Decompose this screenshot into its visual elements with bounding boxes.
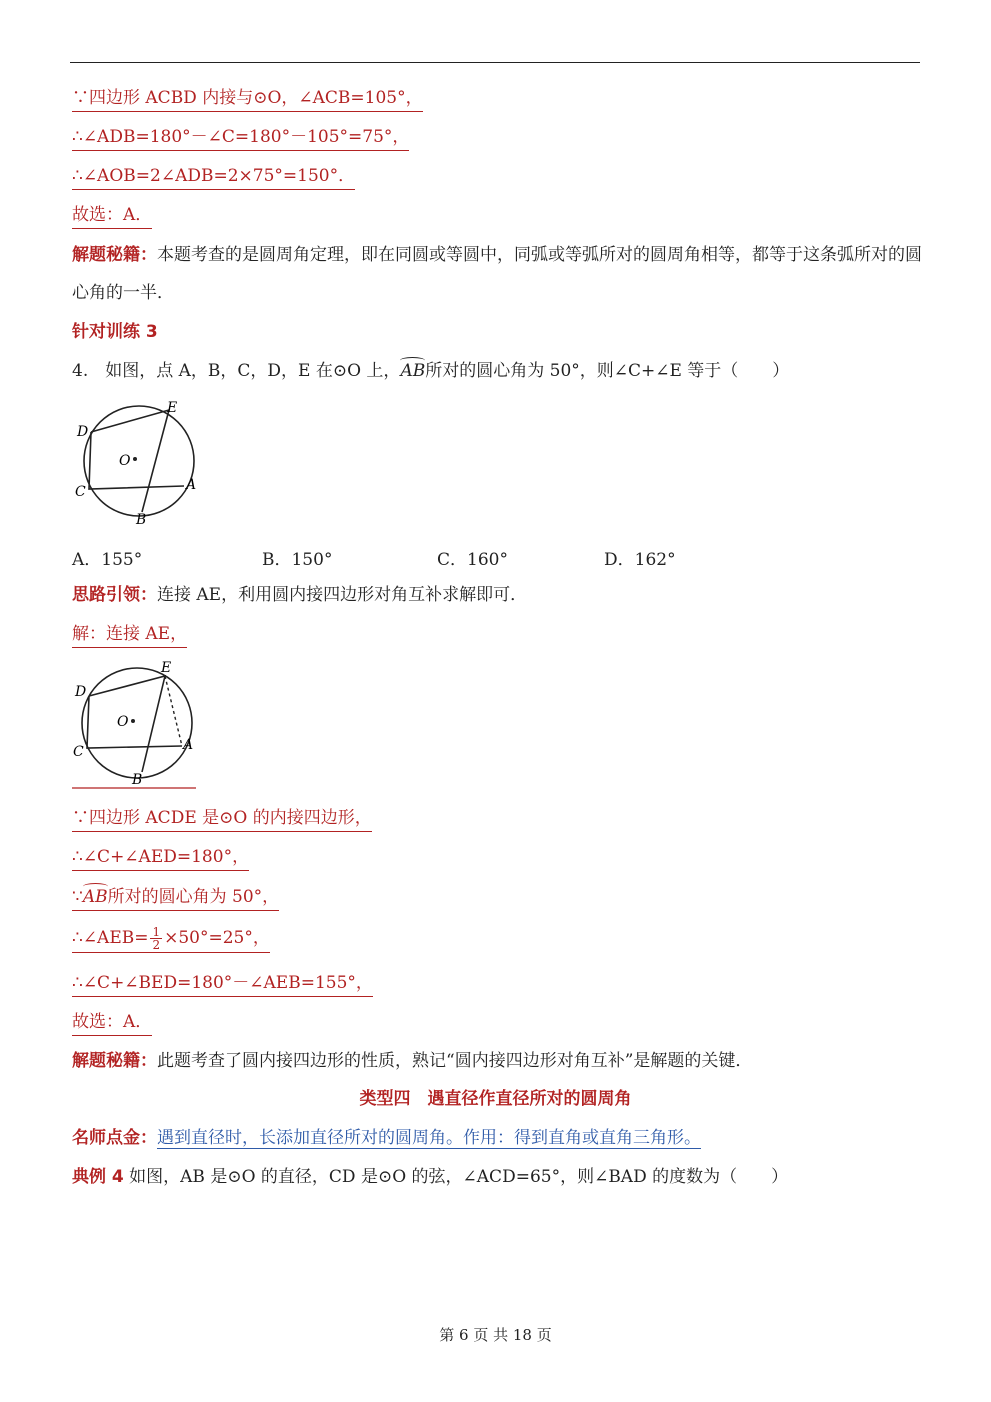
solution-step-5: ∴∠C+∠BED=180°－∠AEB=155°， bbox=[72, 971, 373, 997]
option-c: C．160° bbox=[437, 550, 508, 570]
tip-paragraph-1 bbox=[72, 236, 922, 312]
solution-line-3: ∴∠AOB=2∠ADB=2×75°=150°． bbox=[72, 164, 355, 190]
option-d: D．162° bbox=[604, 550, 676, 570]
hint-text: 连接 AE，利用圆内接四边形对角互补求解即可． bbox=[157, 585, 528, 605]
example-label: 典例 4 bbox=[72, 1167, 124, 1187]
example-4 bbox=[72, 1165, 788, 1189]
label-o-2: O bbox=[117, 714, 129, 730]
solution-step-4: ∴∠AEB= $\frac{1}{2}$ ×50°=25°， bbox=[72, 925, 270, 952]
label-d-2: D bbox=[75, 684, 87, 700]
hint-line bbox=[72, 583, 527, 607]
option-b: B．150° bbox=[262, 550, 333, 570]
solution-line-1: ∵四边形 ACBD 内接与⊙O，∠ACB=105°， bbox=[72, 86, 423, 112]
hint-label: 思路引领： bbox=[72, 585, 157, 605]
label-b-2: B bbox=[132, 772, 143, 788]
solution-figure bbox=[72, 656, 202, 790]
section-title: 针对训练 3 bbox=[72, 322, 158, 342]
label-c: C bbox=[75, 484, 86, 500]
tip-label: 解题秘籍： bbox=[72, 245, 157, 265]
label-a: A bbox=[186, 477, 197, 493]
solution-intro: 解：连接 AE， bbox=[72, 622, 187, 648]
label-e: E bbox=[167, 400, 178, 416]
circle-o-2 bbox=[82, 668, 192, 778]
solution-step-2: ∴∠C+∠AED=180°， bbox=[72, 845, 249, 871]
label-e-2: E bbox=[161, 660, 172, 676]
solution-step-3: ∵AB所对的圆心角为 50°， bbox=[72, 885, 279, 911]
answer-choice-2: 故选：A． bbox=[72, 1010, 152, 1036]
type-heading: 类型四 遇直径作直径所对的圆周角 bbox=[359, 1089, 632, 1109]
center-point-2 bbox=[131, 719, 135, 723]
arc-ab: AB bbox=[400, 361, 426, 381]
teacher-text: 遇到直径时，长添加直径所对的圆周角。作用：得到直角或直角三角形。 bbox=[157, 1128, 701, 1148]
dashed-ae bbox=[165, 676, 182, 746]
option-a: A．155° bbox=[72, 550, 143, 570]
teacher-tip bbox=[72, 1126, 701, 1150]
arc-ab-2: AB bbox=[82, 887, 108, 907]
circle-o bbox=[84, 406, 197, 516]
header-rule bbox=[70, 62, 920, 63]
page-footer: 第 6 页 共 18 页 bbox=[439, 1326, 552, 1344]
label-b: B bbox=[136, 512, 147, 528]
solution-step-1: ∵四边形 ACDE 是⊙O 的内接四边形， bbox=[72, 806, 372, 832]
question-figure bbox=[72, 396, 202, 528]
tip-paragraph-2 bbox=[72, 1049, 752, 1073]
center-point bbox=[133, 457, 137, 461]
tip-label-2: 解题秘籍： bbox=[72, 1051, 157, 1071]
teacher-label: 名师点金： bbox=[72, 1128, 157, 1148]
label-o: O bbox=[119, 453, 131, 469]
tip-text: 本题考查的是圆周角定理，即在同圆或等圆中，同弧或等弧所对的圆周角相等，都等于这条弧所对的圆心角的一半． bbox=[72, 245, 922, 303]
tip-text-2: 此题考查了圆内接四边形的性质，熟记“圆内接四边形对角互补”是解题的关键． bbox=[157, 1051, 753, 1071]
answer-choice-1: 故选：A． bbox=[72, 203, 152, 229]
label-c-2: C bbox=[73, 744, 84, 760]
fraction-one-half: $\frac{1}{2}$ bbox=[152, 925, 161, 952]
example-text: 如图，AB 是⊙O 的直径，CD 是⊙O 的弦，∠ACD=65°，则∠BAD 的度数为（ ） bbox=[123, 1167, 789, 1187]
solution-line-2: ∴∠ADB=180°－∠C=180°－105°=75°， bbox=[72, 125, 409, 151]
chord-d-c-a bbox=[89, 432, 184, 489]
label-d: D bbox=[77, 424, 89, 440]
question-4: 4. 如图，点 A，B，C，D，E 在⊙O 上，AB所对的圆心角为 50°，则∠C+∠E 等于（ ） bbox=[72, 361, 790, 381]
label-a-2: A bbox=[183, 737, 194, 753]
